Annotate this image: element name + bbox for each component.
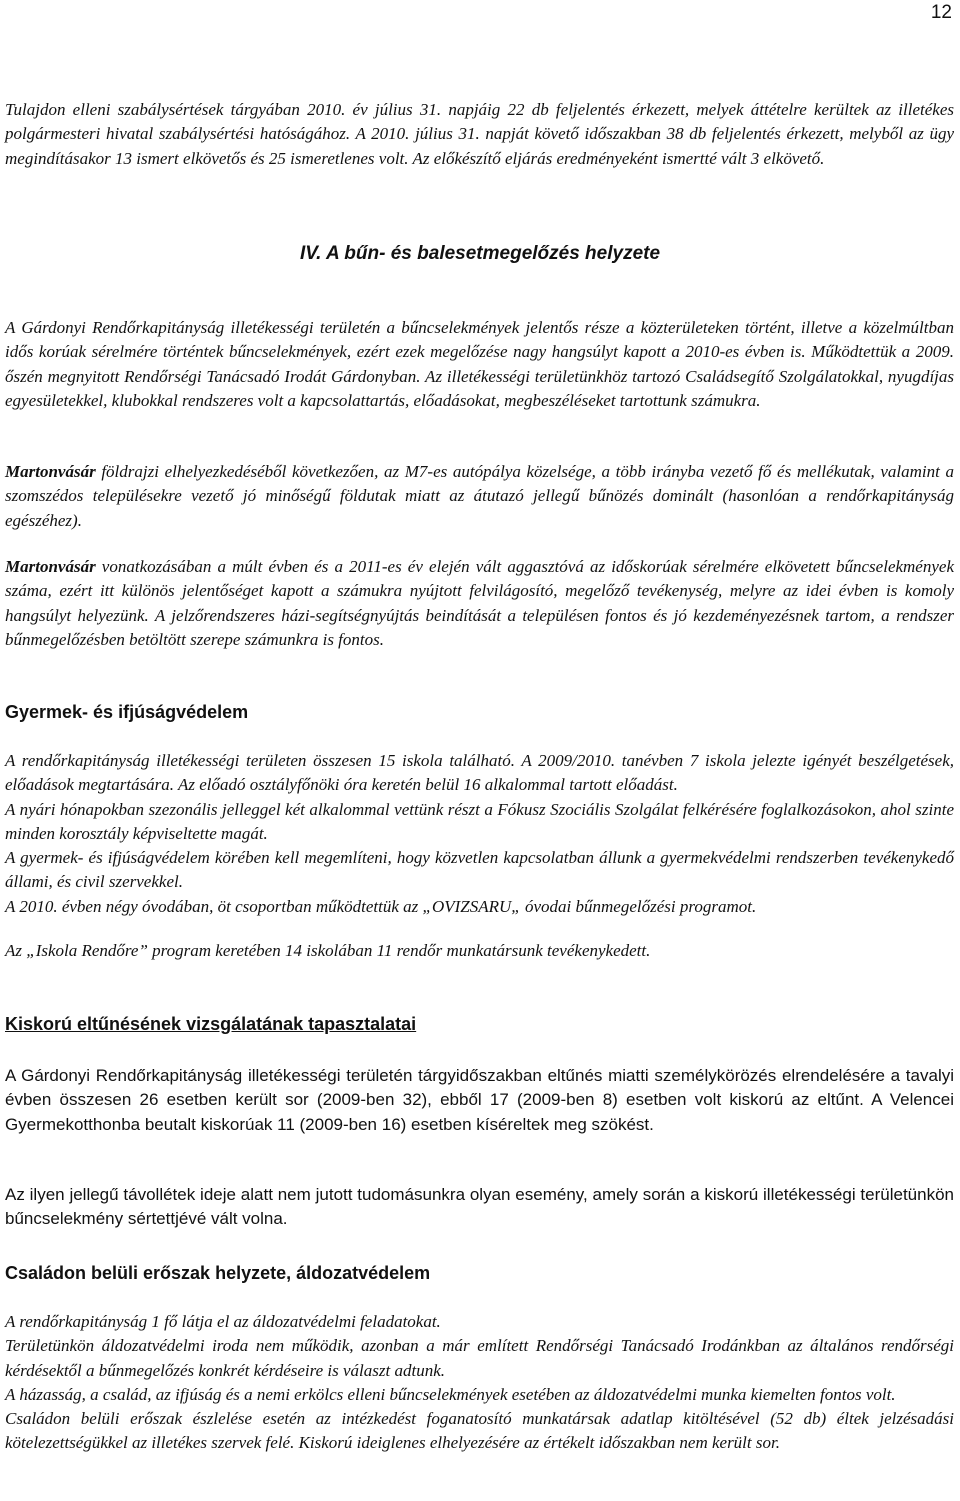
- domestic-paragraph-1: A rendőrkapitányság 1 fő látja el az áldozatvédelmi feladatokat.: [5, 1312, 441, 1331]
- domestic-paragraph-2: Területünkön áldozatvédelmi iroda nem működik, azonban a már említett Rendőrségi Tanácsadó Irodánkban az általános rendőrségi kérdésektől a bűnmegelőzés konkrét kérdéseire is választ adtunk.: [5, 1336, 954, 1380]
- section-iv-paragraph-2-text: földrajzi elhelyezkedéséből következően, az M7-es autópálya közelsége, a több irányba vezető fő és mellékutak, valamint a szomszédos településekre vezető jó minőségű földutak miatt az átutazó jellegű bűnözés dominált (hasonlóan a rendőrkapitányság egészéhez).: [5, 462, 954, 530]
- section-iv-paragraph-3-text: vonatkozásában a múlt évben és a 2011-es év elején vált aggasztóvá az időskorúak sérelmére elkövetett bűncselekmények száma, ezért itt különös jelentőséget kapott a számukra nyújtott felvilágosító, megelőző tevékenység, melyre az idei évben is komoly hangsúlyt helyezünk. A jelzőrendszeres házi-segítségnyújtás beindítását a településen fontos és jó kezdeményezésnek tartom, a rendszer bűnmegelőzésben betöltött szerepe számunkra is fontos.: [5, 557, 954, 649]
- domestic-violence-heading: Családon belüli erőszak helyzete, áldozatvédelem: [5, 1263, 431, 1283]
- youth-paragraph-3: A gyermek- és ifjúságvédelem körében kell megemlíteni, hogy közvetlen kapcsolatban állunk a gyermekvédelmi rendszerben tevékenykedő állami, és civil szervekkel.: [5, 848, 954, 892]
- domestic-violence-body: [5, 1310, 954, 1456]
- youth-paragraph-4: A 2010. évben négy óvodában, öt csoportban működtettük az „OVIZSARU„ óvodai bűnmegelőzési programot.: [5, 896, 757, 916]
- missing-minors-paragraph-1: A Gárdonyi Rendőrkapitányság illetékességi területén tárgyidőszakban eltűnés miatti személykörözés elrendelésére a tavalyi évben összesen 26 esetben került sor (2009-ben 32), ebből 17 (2009-ben 8) esetben volt kiskorú az eltűnt. A Velencei Gyermekotthonba beutalt kiskorúak 11 (2009-ben 16) esetben kíséreltek meg szökést.: [5, 1066, 954, 1134]
- martonvasar-label-1: Martonvásár: [5, 462, 96, 481]
- domestic-paragraph-3: A házasság, a család, az ifjúság és a nemi erkölcs elleni bűncselekmények esetében az áldozatvédelmi munka kiemelten fontos volt.: [5, 1384, 896, 1404]
- youth-protection-heading: Gyermek- és ifjúságvédelem: [5, 702, 249, 722]
- section-iv-paragraph-3: [5, 555, 954, 652]
- youth-protection-body: [5, 749, 954, 963]
- page-number: 12: [930, 2, 952, 23]
- missing-minors-paragraph-2: Az ilyen jellegű távollétek ideje alatt nem jutott tudomásunkra olyan esemény, amely során a kiskorú illetékességi területünkön bűncselekmény sértettjévé vált volna.: [5, 1185, 954, 1229]
- section-iv-heading: IV. A bűn- és balesetmegelőzés helyzete: [299, 243, 661, 264]
- youth-paragraph-5: Az „Iskola Rendőre” program keretében 14 iskolában 11 rendőr munkatársunk tevékenykedett.: [5, 941, 651, 961]
- youth-paragraph-2: A nyári hónapokban szezonális jelleggel két alkalommal vettünk részt a Fókusz Szociális Szolgálat felkérésére foglalkozásokon, ahol szinte minden korosztály képviseltette magát.: [5, 799, 954, 843]
- youth-paragraph-1: A rendőrkapitányság illetékességi területen összesen 15 iskola található. A 2009/2010. tanévben 7 iskola jelezte igényét beszélgetések, előadások megtartására. Az előadó osztályfőnöki óra keretén belül 16 alkalommal tartott előadást.: [5, 751, 954, 795]
- intro-paragraph: Tulajdon elleni szabálysértések tárgyában 2010. év július 31. napjáig 22 db feljelentés érkezett, melyek áttételre kerültek az illetékes polgármesteri hivatal szabálysértési hatóságához. A 2010. július 31. napját követő időszakban 38 db feljelentés érkezett, melyből az ügy megindításakor 13 ismert elkövetős és 25 ismeretlenes volt. Az előkészítő eljárás eredményeként ismertté vált 3 elkövető.: [5, 100, 954, 168]
- martonvasar-label-2: Martonvásár: [5, 557, 96, 576]
- domestic-paragraph-4: Családon belüli erőszak észlelése esetén az intézkedést foganatosító munkatársak adatlap kitöltésével (52 db) éltek jelzésadási kötelezettségükkel az illetékes szervek felé. Kiskorú ideiglenes elhelyezésére az értékelt időszakban nem került sor.: [5, 1409, 954, 1453]
- section-iv-paragraph-2: [5, 460, 954, 533]
- missing-minors-heading: Kiskorú eltűnésének vizsgálatának tapasztalatai: [5, 1014, 417, 1034]
- section-iv-paragraph-1: A Gárdonyi Rendőrkapitányság illetékességi területén a bűncselekmények jelentős része a közterületeken történt, illetve a közelmúltban idős korúak sérelmére történtek bűncselekmények, ezért ezek megelőzése nagy hangsúlyt kapott a 2010-es évben is. Működtettük a 2009. őszén megnyitott Rendőrségi Tanácsadó Irodát Gárdonyban. Az illetékességi területünkhöz tartozó Családsegítő Szolgálatokkal, nyugdíjas egyesületekkel, klubokkal rendszeres volt a kapcsolattartás, előadásokat, megbeszéléseket tartottunk számukra.: [5, 318, 954, 410]
